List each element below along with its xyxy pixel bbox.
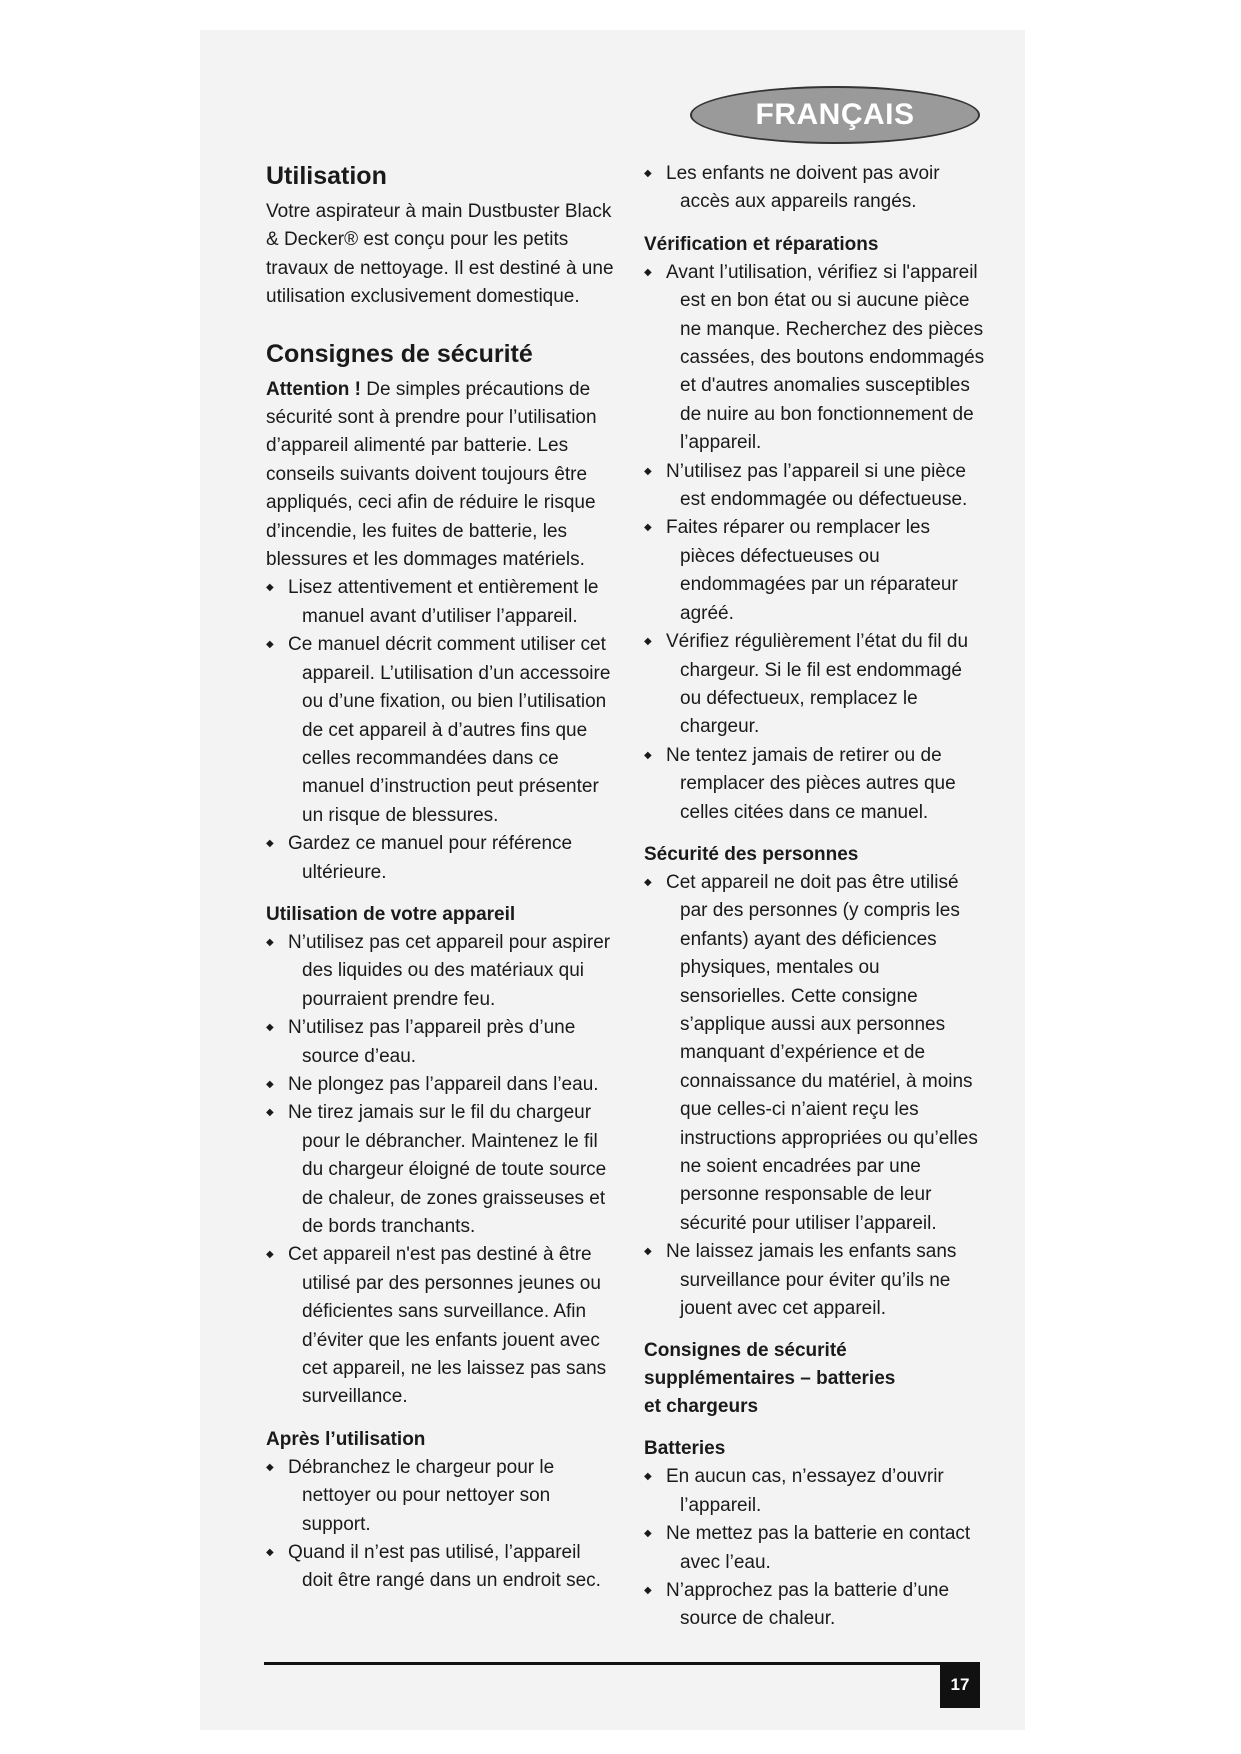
list-item: ◆ Ne plongez pas l’appareil dans l’eau. bbox=[266, 1071, 616, 1099]
heading-line: supplémentaires – batteries bbox=[644, 1368, 896, 1390]
list-item: ◆ Faites réparer ou remplacer les pièces défectueuses ou endommagées par un réparateur agréé. bbox=[644, 514, 986, 628]
right-column bbox=[644, 160, 986, 1634]
heading-line: et chargeurs bbox=[644, 1396, 759, 1418]
verification-list bbox=[644, 259, 986, 827]
consignes-list bbox=[266, 574, 616, 886]
list-item: ◆ Quand il n’est pas utilisé, l’appareil doit être rangé dans un endroit sec. bbox=[266, 1539, 616, 1596]
securite-list bbox=[644, 869, 986, 1324]
heading-consignes-supplementaires bbox=[644, 1337, 986, 1421]
list-item: ◆ Ne tentez jamais de retirer ou de remplacer des pièces autres que celles citées dans ce manuel. bbox=[644, 742, 986, 827]
attention-label: Attention ! bbox=[266, 378, 361, 400]
heading-utilisation: Utilisation bbox=[266, 162, 387, 190]
list-item: ◆ Ne laissez jamais les enfants sans surveillance pour éviter qu’ils ne jouent avec cet appareil. bbox=[644, 1238, 986, 1323]
footer-rule bbox=[264, 1662, 978, 1665]
list-item: ◆ N’approchez pas la batterie d’une source de chaleur. bbox=[644, 1577, 986, 1634]
list-item: ◆ N’utilisez pas cet appareil pour aspirer des liquides ou des matériaux qui pourraient prendre feu. bbox=[266, 929, 616, 1014]
list-item: ◆ Ne tirez jamais sur le fil du chargeur pour le débrancher. Maintenez le fil du chargeur éloigné de toute source de chaleur, de zones graisseuses et de bords tranchants. bbox=[266, 1099, 616, 1241]
heading-batteries: Batteries bbox=[644, 1438, 726, 1460]
heading-apres-utilisation: Après l’utilisation bbox=[266, 1428, 426, 1450]
heading-verification: Vérification et réparations bbox=[644, 233, 879, 255]
heading-line: Consignes de sécurité bbox=[644, 1340, 847, 1362]
paragraph-utilisation: Votre aspirateur à main Dustbuster Black & Decker® est conçu pour les petits travaux de nettoyage. Il est destiné à une utilisation exclusivement domestique. bbox=[266, 201, 614, 308]
enfants-list bbox=[644, 160, 986, 217]
list-item: ◆ Gardez ce manuel pour référence ultérieure. bbox=[266, 830, 616, 887]
heading-securite-personnes: Sécurité des personnes bbox=[644, 843, 859, 865]
list-item: ◆ Cet appareil ne doit pas être utilisé par des personnes (y compris les enfants) ayant des déficiences physiques, mentales ou sensorielles. Cette consigne s’applique aussi aux personnes manquant d’expérience et de connaissance du matériel, à moins que celles-ci n’aient reçu les instructions appropriées ou qu’elles ne soient encadrées par une personne responsable de leur sécurité pour utiliser l’appareil. bbox=[644, 869, 986, 1238]
batteries-list bbox=[644, 1463, 986, 1633]
language-tab: FRANÇAIS bbox=[690, 86, 980, 144]
list-item: ◆ Les enfants ne doivent pas avoir accès aux appareils rangés. bbox=[644, 160, 986, 217]
list-item: ◆ N’utilisez pas l’appareil si une pièce est endommagée ou défectueuse. bbox=[644, 458, 986, 515]
list-item: ◆ Vérifiez régulièrement l’état du fil du chargeur. Si le fil est endommagé ou défectueux, remplacez le chargeur. bbox=[644, 628, 986, 742]
heading-consignes-securite: Consignes de sécurité bbox=[266, 339, 533, 368]
list-item: ◆ Cet appareil n'est pas destiné à être utilisé par des personnes jeunes ou déficientes sans surveillance. Afin d’éviter que les enfants jouent avec cet appareil, ne les laissez pas sans surveillance. bbox=[266, 1241, 616, 1411]
list-item: ◆ N’utilisez pas l’appareil près d’une source d’eau. bbox=[266, 1014, 616, 1071]
attention-text: De simples précautions de sécurité sont à prendre pour l’utilisation d’appareil alimenté par batterie. Les conseils suivants doivent toujours être appliqués, ceci afin de réduire le risque d’incendie, les fuites de batterie, les blessures et les dommages matériels. bbox=[266, 378, 597, 571]
list-item: ◆ Avant l’utilisation, vérifiez si l'appareil est en bon état ou si aucune pièce ne manque. Recherchez des pièces cassées, des boutons endommagés et d'autres anomalies susceptibles de nuire au bon fonctionnement de l’appareil. bbox=[644, 259, 986, 458]
list-item: ◆ En aucun cas, n’essayez d’ouvrir l’appareil. bbox=[644, 1463, 986, 1520]
list-item: ◆ Ne mettez pas la batterie en contact avec l’eau. bbox=[644, 1520, 986, 1577]
list-item: ◆ Débranchez le chargeur pour le nettoyer ou pour nettoyer son support. bbox=[266, 1454, 616, 1539]
list-item: ◆ Ce manuel décrit comment utiliser cet appareil. L’utilisation d’un accessoire ou d’une fixation, ou bien l’utilisation de cet appareil à d’autres fins que celles recommandées dans ce manuel d’instruction peut présenter un risque de blessures. bbox=[266, 631, 616, 830]
utilisation-list bbox=[266, 929, 616, 1412]
apres-list bbox=[266, 1454, 616, 1596]
page-number: 17 bbox=[940, 1662, 980, 1708]
heading-utilisation-appareil: Utilisation de votre appareil bbox=[266, 903, 516, 925]
left-column bbox=[266, 160, 616, 1596]
paragraph-attention bbox=[266, 376, 616, 575]
list-item: ◆ Lisez attentivement et entièrement le manuel avant d’utiliser l’appareil. bbox=[266, 574, 616, 631]
